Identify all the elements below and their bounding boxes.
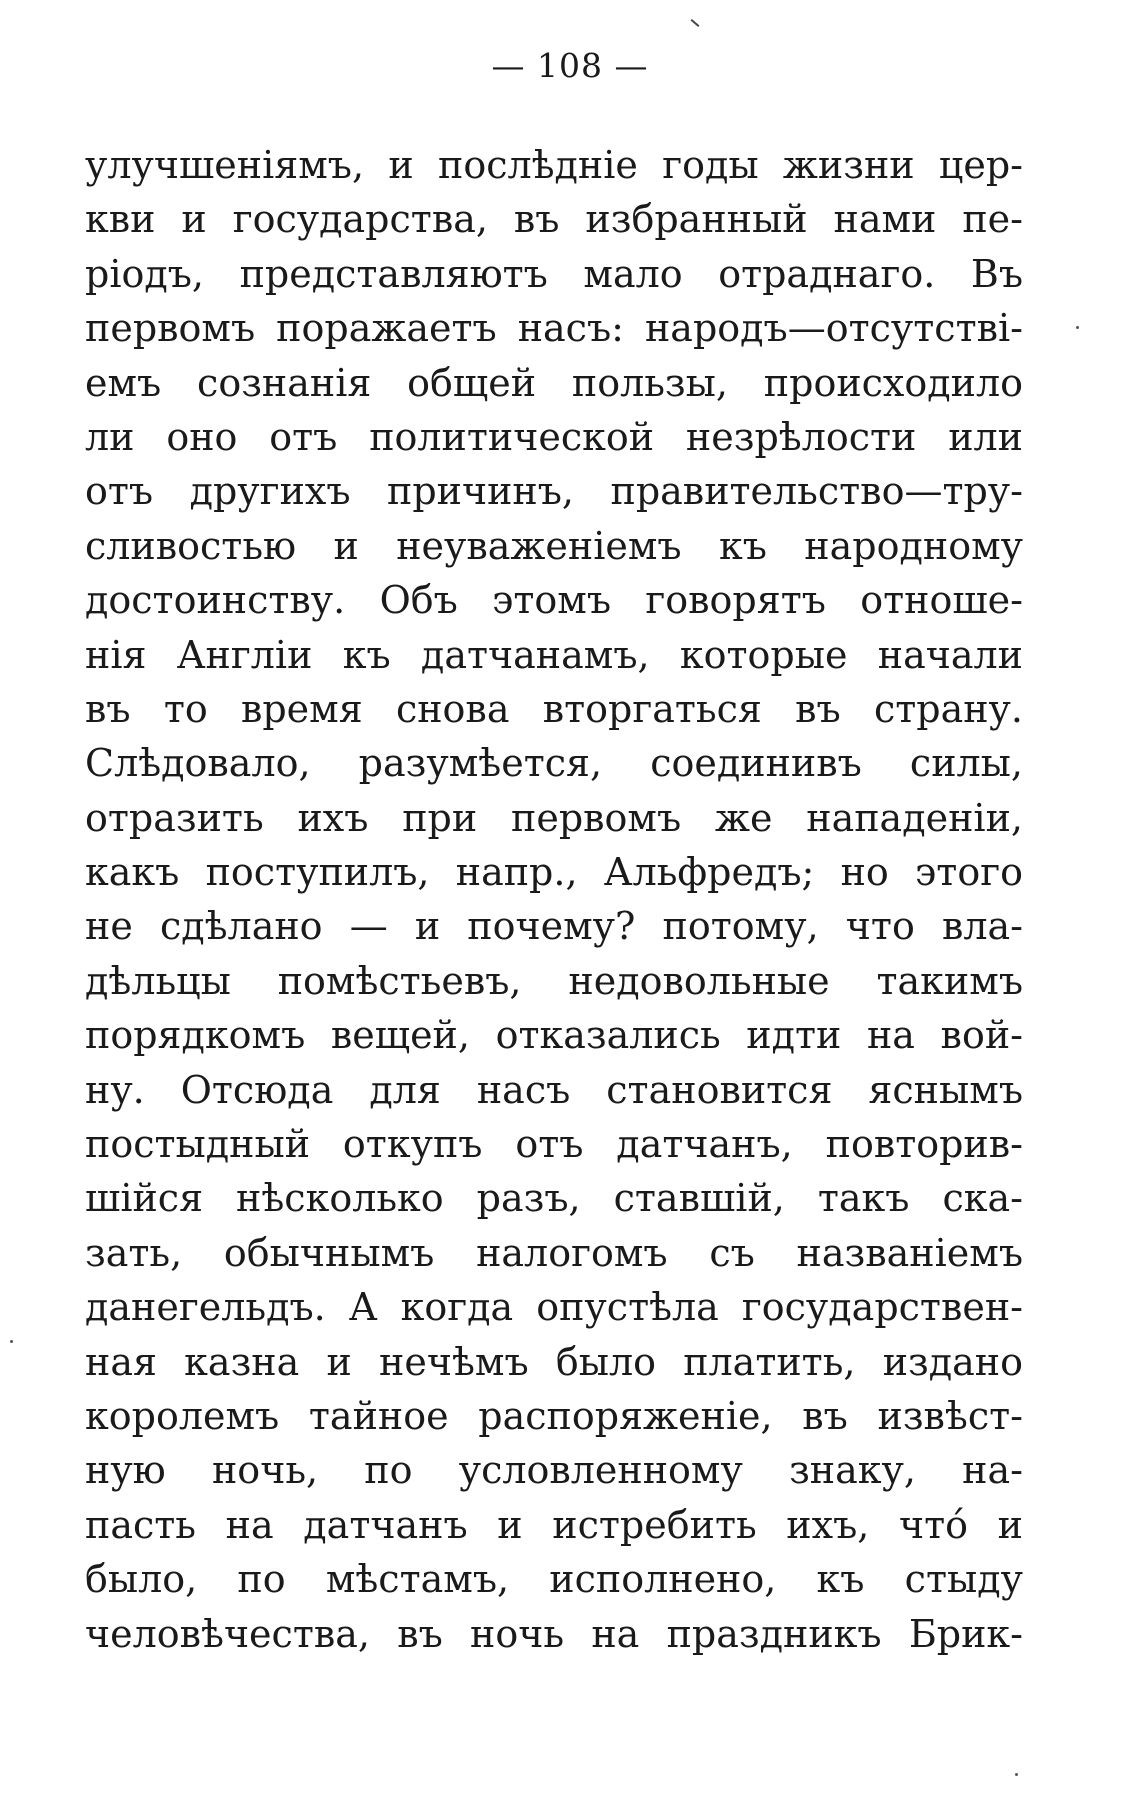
text-line: ная казна и нечѣмъ было платить, издано (85, 1339, 1023, 1384)
text-line: ріодъ, представляютъ мало отраднаго. Въ (85, 251, 1023, 296)
text-line: нія Англіи къ датчанамъ, которые начали (85, 632, 1023, 677)
text-line: не сдѣлано — и почему? потому, что вла- (85, 904, 1023, 949)
text-line: пасть на датчанъ и истребить ихъ, что́ и (85, 1502, 1023, 1547)
text-line: зать, обычнымъ налогомъ съ названіемъ (85, 1230, 1023, 1275)
scan-speck (1076, 326, 1079, 329)
text-line: шійся нѣсколько разъ, ставшій, такъ ска- (85, 1176, 1023, 1221)
text-line: достоинству. Объ этомъ говорятъ отноше- (85, 578, 1023, 623)
scan-mark (691, 19, 700, 27)
text-line: емъ сознанія общей пользы, происходило (85, 360, 1023, 405)
text-line: постыдный откупъ отъ датчанъ, повторив- (85, 1122, 1023, 1167)
text-line: отъ другихъ причинъ, правительство—тру- (85, 469, 1023, 514)
text-line: было, по мѣстамъ, исполнено, къ стыду (85, 1557, 1023, 1602)
text-line: сливостью и неуваженіемъ къ народному (85, 523, 1023, 568)
text-line: какъ поступилъ, напр., Альфредъ; но этого (85, 850, 1023, 895)
text-line: Слѣдовало, разумѣется, соединивъ силы, (85, 741, 1023, 786)
text-line: данегельдъ. А когда опустѣла государствен- (85, 1285, 1023, 1330)
text-line: ну. Отсюда для насъ становится яснымъ (85, 1067, 1023, 1112)
text-line: улучшеніямъ, и послѣдніе годы жизни цер- (85, 143, 1023, 187)
text-line: въ то время снова вторгаться въ страну. (85, 686, 1023, 731)
text-line: отразить ихъ при первомъ же нападеніи, (85, 795, 1023, 840)
text-line: кви и государства, въ избранный нами пе- (85, 197, 1023, 242)
text-line: ную ночь, по условленному знаку, на- (85, 1448, 1023, 1493)
text-line: дѣльцы помѣстьевъ, недовольные такимъ (85, 958, 1023, 1003)
text-line: порядкомъ вещей, отказались идти на вой- (85, 1013, 1023, 1058)
text-line: королемъ тайное распоряженіе, въ извѣст- (85, 1393, 1023, 1438)
scan-speck (1015, 1773, 1018, 1776)
text-line: ли оно отъ политической незрѣлости или (85, 414, 1023, 459)
scan-speck (10, 1340, 13, 1343)
body-text (85, 138, 1023, 1661)
text-line: первомъ поражаетъ насъ: народъ—отсутстві- (85, 306, 1023, 351)
text-line: человѣчества, въ ночь на праздникъ Брик- (85, 1611, 1023, 1656)
page-number: — 108 — (491, 46, 649, 85)
